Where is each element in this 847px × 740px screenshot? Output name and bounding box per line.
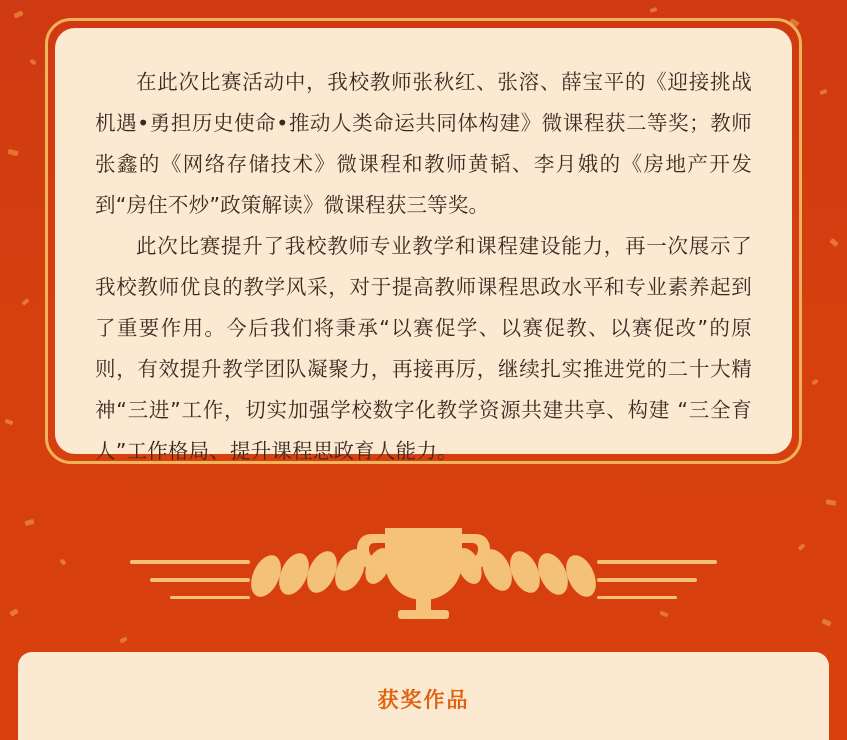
article-card (45, 18, 802, 464)
divider-right-lines (597, 560, 717, 599)
awarded-works-panel (18, 652, 829, 740)
confetti-speck (650, 7, 658, 13)
laurel-branch-left (245, 544, 396, 601)
confetti-speck (820, 89, 828, 95)
confetti-speck (119, 637, 127, 644)
laurel-branch-right (451, 544, 602, 601)
article-paragraph-1: 在此次比赛活动中，我校教师张秋红、张溶、薛宝平的《迎接挑战机遇•勇担历史使命•推动人类命运共同体构建》微课程获二等奖；教师张鑫的《网络存储技术》微课程和教师黄韬、李月娥的《房地产开发到“房住不炒”政策解读》微课程获三等奖。 (95, 70, 752, 217)
confetti-speck (8, 149, 19, 156)
trophy-divider (0, 500, 847, 630)
awarded-works-title: 获奖作品 (377, 688, 470, 712)
confetti-speck (29, 59, 36, 66)
divider-left-lines (130, 560, 250, 599)
confetti-speck (829, 238, 838, 247)
confetti-speck (13, 10, 23, 18)
article-card-body (55, 28, 792, 463)
confetti-speck (22, 298, 30, 306)
confetti-speck (5, 419, 14, 425)
confetti-speck (811, 379, 818, 386)
article-paragraph-2: 此次比赛提升了我校教师专业教学和课程建设能力，再一次展示了我校教师优良的教学风采，对于提高教师课程思政水平和专业素养起到了重要作用。今后我们将秉承“以赛促学、以赛促教、以赛促改”的原则，有效提升教学团队凝聚力，再接再厉，继续扎实推进党的二十大精 神“三进”工作，切实加强学校数字化教学资源共建共享、构建 “三全育人”工作格局、提升课程思政育人能力。 (95, 234, 752, 463)
